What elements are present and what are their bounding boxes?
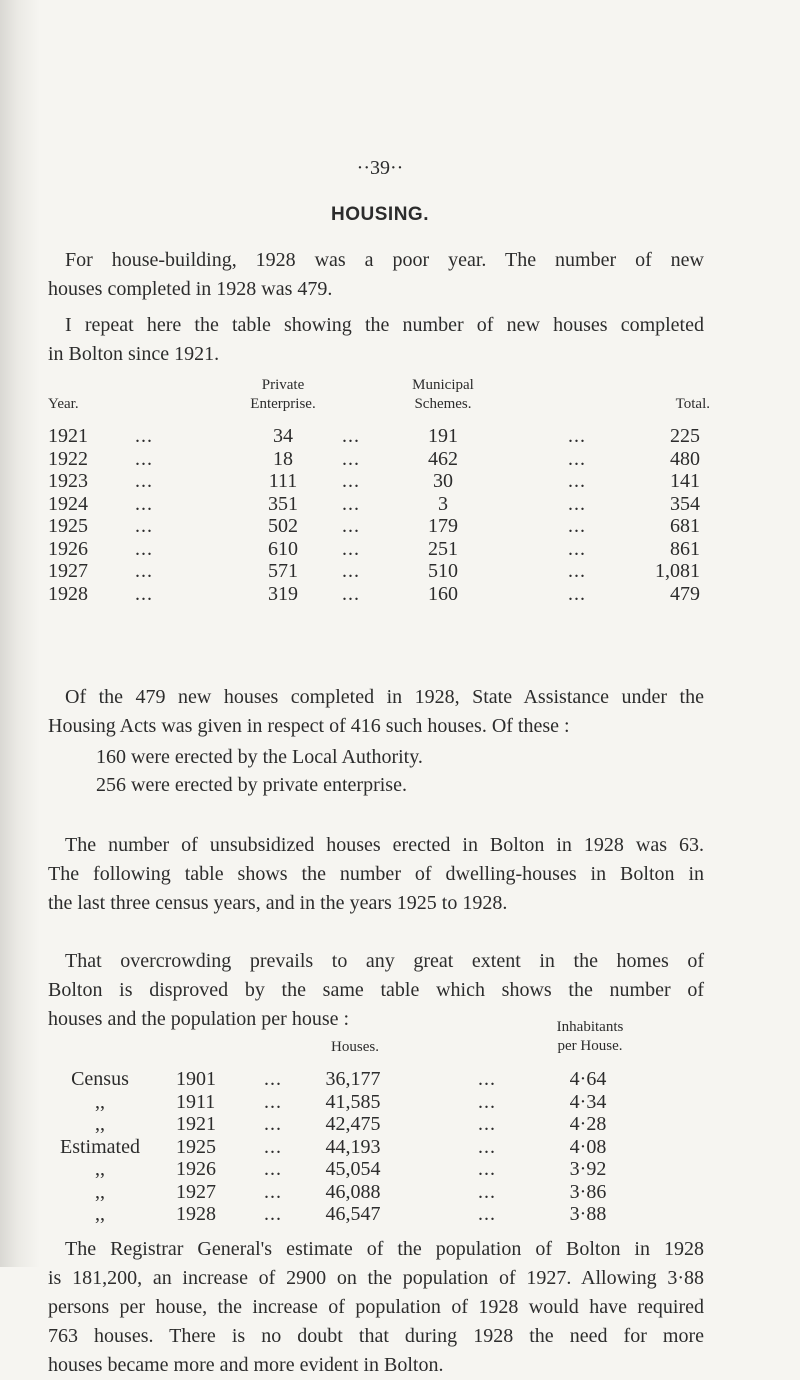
- row-total: 225: [670, 425, 700, 447]
- row-year: 1928: [176, 1203, 216, 1225]
- overcrowding-line: Bolton is disproved by the same table which shows the number of: [48, 979, 704, 1001]
- row-leader: ...: [568, 582, 586, 605]
- row-leader: ...: [342, 492, 360, 515]
- page-number: ··39··: [356, 157, 404, 179]
- row-municipal: 30: [433, 470, 453, 492]
- row-municipal: 191: [428, 425, 458, 447]
- row-label: Census: [71, 1068, 129, 1090]
- row-leader: ...: [135, 470, 153, 492]
- registrar-line: persons per house, the increase of population of 1928 would have required: [48, 1296, 704, 1318]
- row-leader: ...: [264, 1090, 282, 1113]
- row-year: 1921: [176, 1113, 216, 1135]
- row-leader: ...: [342, 470, 360, 492]
- overcrowding-line: houses and the population per house :: [48, 1008, 350, 1030]
- row-leader: ...: [342, 447, 360, 470]
- row-total: 681: [670, 515, 700, 537]
- overcrowding-line: That overcrowding prevails to any great extent in the homes of: [65, 950, 704, 972]
- row-year: 1911: [176, 1090, 216, 1113]
- row-year: 1927: [176, 1180, 216, 1203]
- assistance-line: Of the 479 new houses completed in 1928, State Assistance under the: [65, 686, 704, 708]
- row-private: 34: [273, 425, 293, 447]
- row-leader: ...: [478, 1090, 496, 1113]
- row-leader: ...: [135, 537, 153, 560]
- row-leader: ...: [342, 560, 360, 582]
- row-leader: ...: [568, 515, 586, 537]
- row-leader: ...: [478, 1113, 496, 1135]
- row-year: 1923: [48, 470, 88, 492]
- row-municipal: 3: [438, 492, 448, 515]
- intro-line: For house-building, 1928 was a poor year. The number of new: [65, 249, 704, 271]
- row-private: 502: [268, 515, 298, 537]
- row-label: ,,: [95, 1113, 105, 1135]
- row-per-house: 4·34: [569, 1090, 607, 1113]
- row-leader: ...: [342, 582, 360, 605]
- intro-paragraph: [48, 246, 704, 304]
- row-private: 571: [268, 560, 298, 582]
- header-municipal-line: Municipal: [412, 377, 474, 393]
- row-leader: ...: [264, 1158, 282, 1180]
- page-edge-shadow: [0, 0, 40, 1267]
- header-houses: Houses.: [331, 1039, 379, 1055]
- row-leader: ...: [568, 537, 586, 560]
- row-year: 1926: [48, 537, 88, 560]
- row-houses: 41,585: [325, 1090, 381, 1113]
- row-leader: ...: [568, 470, 586, 492]
- row-label: Estimated: [60, 1135, 140, 1158]
- row-municipal: 462: [428, 447, 458, 470]
- header-total: Total.: [675, 396, 710, 412]
- row-leader: ...: [135, 425, 153, 447]
- row-label: ,,: [95, 1090, 105, 1113]
- row-leader: ...: [568, 425, 586, 447]
- row-label: ,,: [95, 1203, 105, 1225]
- row-private: 111: [268, 470, 298, 492]
- row-leader: ...: [135, 582, 153, 605]
- row-leader: ...: [478, 1203, 496, 1225]
- header-inhabitants-line: Inhabitants: [556, 1019, 624, 1035]
- row-municipal: 510: [428, 560, 458, 582]
- row-per-house: 4·64: [569, 1068, 607, 1090]
- row-total: 1,081: [655, 560, 700, 582]
- repeat-line: I repeat here the table showing the number of new houses completed: [65, 314, 704, 336]
- row-houses: 46,547: [325, 1203, 381, 1225]
- registrar-line: The Registrar General's estimate of the population of Bolton in 1928: [65, 1238, 704, 1260]
- header-private-line: Private: [261, 377, 305, 393]
- row-houses: 46,088: [325, 1180, 381, 1203]
- registrar-paragraph: [48, 1235, 704, 1380]
- header-municipal: [388, 376, 498, 414]
- unsubsidized-paragraph: [48, 831, 704, 918]
- header-municipal-line: Schemes.: [414, 396, 472, 412]
- row-leader: ...: [264, 1135, 282, 1158]
- registrar-line: houses became more and more evident in Bolton.: [48, 1354, 444, 1376]
- header-private: [228, 376, 338, 414]
- row-total: 861: [670, 537, 700, 560]
- header-inhabitants-line: per House.: [557, 1038, 623, 1054]
- header-year: Year.: [48, 396, 79, 412]
- row-municipal: 160: [428, 582, 458, 605]
- section-heading: HOUSING.: [331, 204, 429, 225]
- row-leader: ...: [264, 1068, 282, 1090]
- row-leader: ...: [568, 492, 586, 515]
- row-leader: ...: [342, 425, 360, 447]
- row-per-house: 3·88: [569, 1203, 607, 1225]
- row-per-house: 4·28: [569, 1113, 607, 1135]
- header-private-line: Enterprise.: [250, 396, 316, 412]
- row-label: ,,: [95, 1158, 105, 1180]
- unsubsidized-line: The following table shows the number of dwelling-houses in Bolton in: [48, 863, 704, 885]
- row-leader: ...: [135, 560, 153, 582]
- row-leader: ...: [342, 537, 360, 560]
- row-year: 1922: [48, 447, 88, 470]
- assistance-paragraph: [48, 683, 704, 741]
- row-leader: ...: [264, 1113, 282, 1135]
- header-inhabitants: [530, 1018, 650, 1056]
- row-leader: ...: [478, 1180, 496, 1203]
- row-leader: ...: [478, 1068, 496, 1090]
- row-houses: 42,475: [325, 1113, 381, 1135]
- row-total: 480: [670, 447, 700, 470]
- row-leader: ...: [342, 515, 360, 537]
- registrar-line: is 181,200, an increase of 2900 on the population of 1927. Allowing 3·88: [48, 1267, 704, 1289]
- row-municipal: 251: [428, 537, 458, 560]
- unsubsidized-line: The number of unsubsidized houses erected in Bolton in 1928 was 63.: [65, 834, 704, 856]
- row-private: 351: [268, 492, 298, 515]
- repeat-paragraph: [48, 311, 704, 369]
- row-year: 1901: [176, 1068, 216, 1090]
- row-total: 141: [670, 470, 700, 492]
- repeat-line: in Bolton since 1921.: [48, 343, 220, 365]
- intro-line: houses completed in 1928 was 479.: [48, 278, 333, 300]
- row-year: 1926: [176, 1158, 216, 1180]
- assistance-item: 160 were erected by the Local Authority.: [96, 746, 423, 768]
- row-per-house: 3·86: [569, 1180, 607, 1203]
- unsubsidized-line: the last three census years, and in the years 1925 to 1928.: [48, 892, 508, 914]
- row-year: 1921: [48, 425, 88, 447]
- row-houses: 36,177: [325, 1068, 381, 1090]
- row-leader: ...: [135, 447, 153, 470]
- row-total: 479: [670, 582, 700, 605]
- registrar-line: 763 houses. There is no doubt that during 1928 the need for more: [48, 1325, 704, 1347]
- row-private: 610: [268, 537, 298, 560]
- assistance-line: Housing Acts was given in respect of 416 such houses. Of these :: [48, 715, 570, 737]
- row-leader: ...: [264, 1180, 282, 1203]
- row-year: 1928: [48, 582, 88, 605]
- row-leader: ...: [264, 1203, 282, 1225]
- row-leader: ...: [478, 1158, 496, 1180]
- row-private: 18: [273, 447, 293, 470]
- row-year: 1925: [176, 1135, 216, 1158]
- row-leader: ...: [568, 447, 586, 470]
- row-leader: ...: [135, 492, 153, 515]
- row-year: 1924: [48, 492, 88, 515]
- row-year: 1927: [48, 560, 88, 582]
- row-leader: ...: [135, 515, 153, 537]
- row-private: 319: [268, 582, 298, 605]
- assistance-item: 256 were erected by private enterprise.: [96, 774, 407, 796]
- row-leader: ...: [478, 1135, 496, 1158]
- row-year: 1925: [48, 515, 88, 537]
- row-per-house: 4·08: [569, 1135, 607, 1158]
- row-municipal: 179: [428, 515, 458, 537]
- row-total: 354: [670, 492, 700, 515]
- row-leader: ...: [568, 560, 586, 582]
- row-label: ,,: [95, 1180, 105, 1203]
- row-per-house: 3·92: [569, 1158, 607, 1180]
- row-houses: 44,193: [325, 1135, 381, 1158]
- row-houses: 45,054: [325, 1158, 381, 1180]
